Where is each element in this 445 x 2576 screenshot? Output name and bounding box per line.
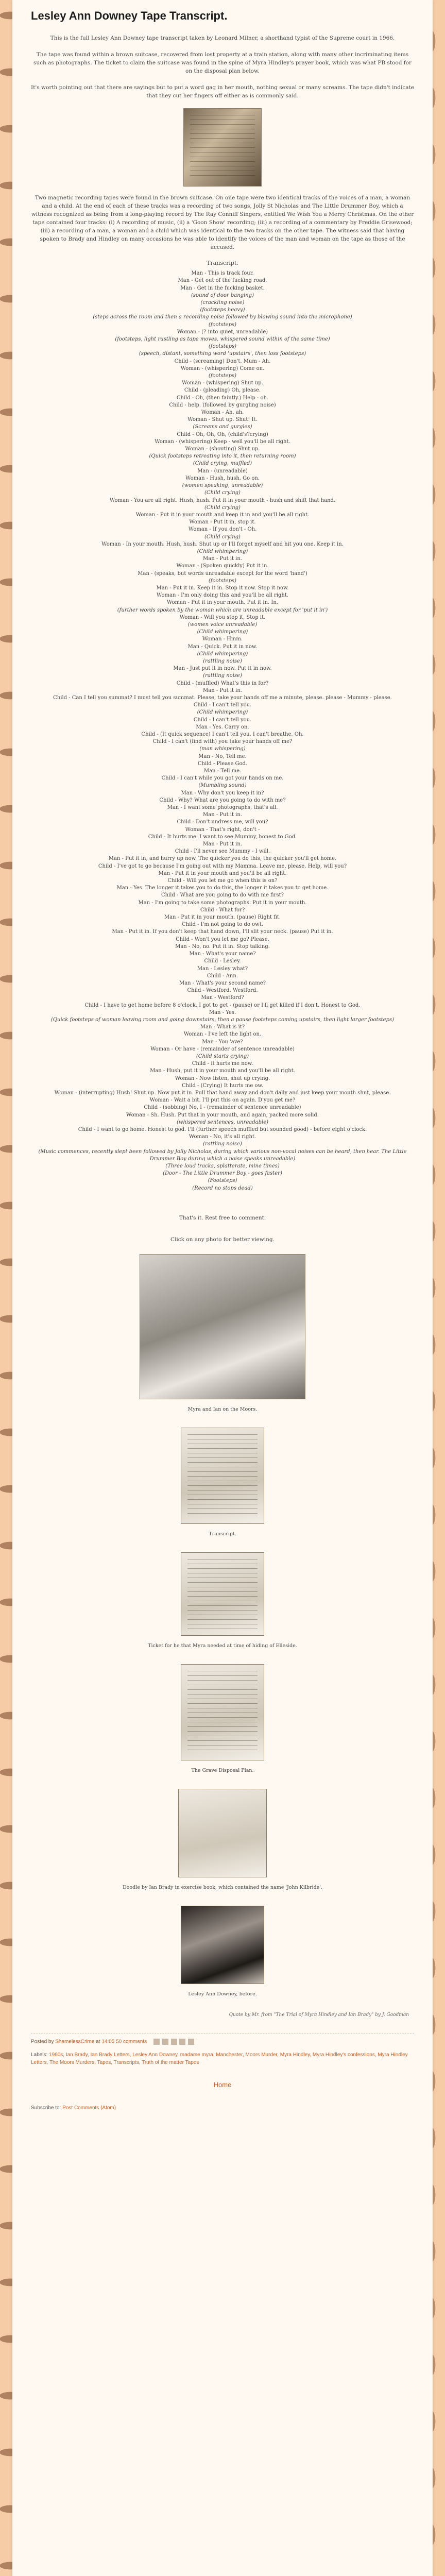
photo-ticket[interactable] bbox=[181, 1552, 264, 1636]
transcript-line: Man - I want some photographs, that's all. bbox=[167, 805, 278, 811]
transcript-line: Child - I can't (find with) you take your hands off me? bbox=[152, 739, 293, 745]
transcript-line: (footsteps) bbox=[208, 373, 237, 379]
transcript bbox=[31, 260, 414, 1192]
transcript-line: Woman - Put it in, stop it. bbox=[189, 519, 256, 526]
transcript-line: Man - Why don't you keep it in? bbox=[181, 790, 264, 796]
transcript-line: Woman - Ah, ah. bbox=[201, 410, 244, 416]
transcript-line: Woman - (interrupting) Hush! Shut up. Now put it in. Pull that hand away and don't dally and just keep your mouth shut, please. bbox=[54, 1090, 391, 1096]
transcript-line: Woman - In your mouth. Hush, hush. Shut up or I'll forget myself and hit you one. Keep it in. bbox=[101, 541, 344, 547]
click-photo-note: Click on any photo for better viewing. bbox=[170, 1236, 275, 1243]
transcript-line: Man - Put it in your mouth. (pause) Right fit. bbox=[164, 914, 281, 921]
transcript-line: Man - Get in the fucking basket. bbox=[180, 285, 265, 291]
transcript-line: (Music commences, recently slept been followed by Jolly Nicholas, during which various non-vocal noises can be heard, then hear. The Little Drummer Boy during which a noise speaks unreadable) bbox=[38, 1148, 407, 1162]
transcript-line: Woman - (shouting) Shut up. bbox=[185, 446, 260, 452]
blog-page bbox=[12, 0, 433, 2576]
subscribe-section bbox=[31, 2105, 414, 2111]
subscribe-label: Subscribe to: bbox=[31, 2105, 61, 2111]
transcript-line: (Door - The Little Drummer Boy - goes faster) bbox=[163, 1171, 282, 1177]
intro-paragraph-1: This is the full Lesley Ann Downey tape transcript taken by Leonard Milner, a shorthand typist of the Supreme court in 1966. bbox=[50, 35, 395, 41]
transcript-line: Woman - If you don't - Oh. bbox=[188, 527, 257, 533]
transcript-line: Man - Yes. Carry on. bbox=[196, 724, 249, 730]
transcript-line: Child - I'm not going to do owt. bbox=[182, 922, 263, 928]
home-link[interactable]: Home bbox=[213, 2080, 232, 2089]
photo-doodle[interactable] bbox=[178, 1789, 267, 1877]
transcript-line: Child - it hurts me now. bbox=[192, 1061, 253, 1067]
transcript-line: (steps across the room and then a recording noise followed by blowing sound into the microphone) bbox=[93, 314, 352, 320]
transcript-line: Child - (sobbing) No, I - (remainder of sentence unreadable) bbox=[144, 1105, 301, 1111]
transcript-line: Man - Quick. Put it in now. bbox=[187, 643, 258, 650]
transcript-line: Man - What is it? bbox=[200, 1024, 245, 1030]
transcript-line: Woman - Shut up. Shut! It. bbox=[187, 417, 258, 423]
pinterest-share-icon[interactable] bbox=[188, 2039, 194, 2045]
transcript-line: Child - Can I tell you summat? I must tell you summat. Please, take your hands off me a minute, please. please - Mummy - please. bbox=[53, 694, 392, 701]
transcript-line: Man - Hush, put it in your mouth and you'll be all right. bbox=[150, 1068, 295, 1074]
transcript-line: Woman - Or have - (remainder of sentence unreadable) bbox=[150, 1046, 295, 1052]
transcript-line: (Footsteps) bbox=[208, 1178, 237, 1184]
transcript-line: Man - What's your name? bbox=[189, 951, 256, 957]
transcript-line: Child - I can't while you got your hands on me. bbox=[161, 775, 284, 782]
transcript-line: (Child whimpering) bbox=[197, 709, 248, 716]
transcript-line: Child - help. (followed by gurgling noise) bbox=[169, 402, 276, 408]
transcript-line: Child - (Crying) It hurts me ow. bbox=[181, 1082, 264, 1089]
transcript-line: Man - Put it in. Keep it in. Stop it now. Stop it now. bbox=[156, 585, 289, 591]
transcript-line: Child - (muffled) What's this in for? bbox=[176, 680, 269, 686]
transcript-line: (Child crying, muffled) bbox=[193, 461, 252, 467]
transcript-line: Child - Lesley. bbox=[204, 958, 241, 964]
transcript-line: (Child whimpering) bbox=[197, 629, 248, 635]
transcript-line: (women voice unreadable) bbox=[187, 621, 258, 628]
transcript-line: (rattling noise) bbox=[203, 658, 242, 664]
transcript-line: Woman - Put it in your mouth and keep it in and you'll be all right. bbox=[135, 512, 310, 518]
transcript-line: Man - No, no. Put it in. Stop talking. bbox=[175, 943, 270, 950]
transcript-line: Woman - No, it's all right. bbox=[189, 1134, 256, 1140]
transcript-line: (footsteps) bbox=[208, 321, 237, 328]
transcript-line: Man - Yes. The longer it takes you to do this, the longer it takes you to get home. bbox=[116, 885, 329, 891]
home-nav bbox=[31, 2081, 414, 2089]
transcript-line: Man - Put it in. bbox=[203, 556, 242, 562]
transcript-line: Child - I want to go home. Honest to god. I'll (further speech muffled but sounded good) - before eight o'clock. bbox=[78, 1126, 367, 1132]
transcript-line: (Child crying) bbox=[204, 504, 241, 511]
transcript-line: Child - I can't tell you. bbox=[193, 702, 252, 708]
transcript-line: Woman - Will you stop it, Stop it. bbox=[179, 614, 266, 620]
transcript-line: Child - (It quick sequence) I can't tell you. I can't breathe. Oh. bbox=[141, 732, 304, 737]
caption-doodle: Doodle by Ian Brady in exercise book, which contained the name 'John Kilbride'. bbox=[123, 1884, 322, 1890]
transcript-line: Man - Tell me. bbox=[203, 768, 242, 774]
transcript-line: Man - (unreadable) bbox=[197, 468, 248, 474]
post-labels bbox=[31, 2051, 414, 2066]
transcript-line: Man - Lesley what? bbox=[197, 965, 248, 972]
intro-paragraph-3: It's worth pointing out that there are sayings but to put a word gag in her mouth, nothing sexual or many screams. The tape didn't indicate that they cut her fingers off either as is commonly said. bbox=[31, 84, 414, 99]
labels-prefix: Labels: bbox=[31, 2052, 48, 2058]
transcript-line: (footsteps) bbox=[208, 578, 237, 584]
transcript-line: (man whispering) bbox=[199, 746, 246, 752]
transcript-line: Man - I'm going to take some photographs. Put it in your mouth. bbox=[138, 900, 307, 906]
caption-disposal-plan: The Grave Disposal Plan. bbox=[191, 1767, 254, 1773]
transcript-line: Man - Put it in your mouth and you'll be all right. bbox=[158, 870, 287, 876]
transcript-line: Man - Westford? bbox=[201, 995, 244, 1001]
description-paragraph: Two magnetic recording tapes were found in the brown suitcase. On one tape were two identical tracks of the voices of a man, a woman and a child. At the end of each of these tracks was a recording of two songs, Jolly St Nicholas and The Little Drummer Boy, which a witness recognized as being from a long-playing record by The Ray Conniff Singers, entitled We Wish You a Merry Christmas. On the other tape contained four tracks: (i) A recording of music, (ii) a 'Goon Show' recording; (iii) a recording of a commentary by Freddie Grisewood; (iii) a recording of a man, a woman and a child which was identical to the two tracks on the other tape. The witness said that having spoken to Brady and Hindley on many occasions he was able to identify the voices of the man and woman on the tape as those of the accused. bbox=[31, 195, 414, 250]
transcript-line: Child - Will you let me go when this is on? bbox=[167, 878, 278, 884]
transcript-line: (rattling noise) bbox=[203, 673, 242, 679]
author-link[interactable]: ShamelessCrime bbox=[55, 2039, 95, 2045]
transcript-line: Child - What are you going to do with me first? bbox=[161, 892, 284, 899]
transcript-line: Woman - (whispering) Keep - well you'll be all right. bbox=[155, 438, 290, 445]
transcript-line: (speech, distant, something word 'upstairs', then loss footsteps) bbox=[139, 351, 306, 357]
caption-ticket: Ticket for he that Myra needed at time of hiding of Elleside. bbox=[148, 1642, 297, 1649]
evidence-photo-tape-box[interactable] bbox=[183, 108, 262, 187]
transcript-line: Woman - That's right, don't - bbox=[185, 826, 260, 833]
blog-post bbox=[12, 0, 433, 2111]
transcript-line: Child - Westford. Westford. bbox=[187, 988, 258, 994]
transcript-line: Woman - Now listen, shut up crying. bbox=[175, 1075, 270, 1081]
transcript-line: (Record no stops dead) bbox=[192, 1185, 253, 1191]
transcript-line: Man - This is track four. bbox=[191, 270, 254, 277]
transcript-line: Child - I'll never see Mummy - I will. bbox=[175, 849, 270, 855]
transcript-line: (Child crying) bbox=[204, 490, 241, 496]
transcript-line: Woman - You are all right. Hush, hush. Put it in your mouth - hush and shift that hand. bbox=[109, 497, 336, 503]
transcript-line: (women speaking, unreadable) bbox=[182, 483, 263, 489]
transcript-line: Man - Put it in. bbox=[203, 812, 242, 818]
transcript-line: Man - Yes. bbox=[209, 1009, 236, 1015]
transcript-line: Man - What's your second name? bbox=[179, 980, 266, 986]
transcript-line: (Child whimpering) bbox=[197, 548, 248, 554]
transcript-line: Woman - I'm only doing this and you'll be all right. bbox=[156, 592, 289, 599]
transcript-line: Child - (pleading) Oh, please. bbox=[184, 387, 261, 394]
caption-myra-and-ian: Myra and Ian on the Moors. bbox=[187, 1406, 258, 1412]
transcript-line: (rattling noise) bbox=[203, 1141, 242, 1147]
photo-myra-and-ian[interactable] bbox=[140, 1254, 305, 1399]
transcript-line: Woman - (Spoken quickly) Put it in. bbox=[176, 563, 269, 569]
transcript-line: Woman - Wait a bit. I'll put this on again. D'you get me? bbox=[149, 1097, 296, 1104]
transcript-line: Woman - Hmm. bbox=[202, 636, 243, 642]
transcript-line: (Quick footsteps retreating into it, then returning room) bbox=[149, 453, 296, 460]
caption-lesley-ann-downey: Lesley Ann Downey, before. bbox=[188, 1991, 257, 1997]
transcript-line: Man - (speaks, but words unreadable except for the word 'hand') bbox=[138, 570, 307, 577]
post-time-link[interactable]: 14:05 bbox=[101, 2039, 115, 2045]
transcript-line: Child - Won't you let me go? Please. bbox=[176, 936, 269, 942]
transcript-line: Child - Oh, Oh, Oh, (child's?crying) bbox=[177, 431, 268, 437]
transcript-line: Woman - (whispering) Come on. bbox=[180, 365, 265, 371]
transcript-line: Child - Why? What are you going to do with me? bbox=[159, 797, 286, 803]
transcript-line: Woman - Hush, hush. Go on. bbox=[185, 475, 260, 481]
transcript-line: Woman - I've left the light on. bbox=[183, 1031, 262, 1038]
photo-lesley-ann-downey[interactable] bbox=[181, 1906, 264, 1984]
at-label: at bbox=[96, 2039, 100, 2045]
transcript-line: Man - You 'ave? bbox=[202, 1039, 243, 1045]
twitter-share-icon[interactable] bbox=[171, 2039, 177, 2045]
transcript-line: (Screams and gurgles) bbox=[193, 424, 252, 430]
transcript-line: (Three loud tracks, splatterate, mine times) bbox=[165, 1163, 280, 1169]
transcript-line: (further words spoken by the woman which are unreadable except for 'put it in') bbox=[117, 607, 328, 613]
transcript-line: Child - Oh, (then faintly.) Help - oh. bbox=[176, 395, 269, 401]
transcript-line: Man - Just put it in now. Put it in now. bbox=[173, 666, 272, 672]
photo-disposal-plan[interactable] bbox=[181, 1664, 264, 1760]
photo-transcript[interactable] bbox=[181, 1428, 264, 1524]
transcript-line: (footsteps, light rustling as tape moves, whispered sound within of the same time) bbox=[115, 336, 330, 343]
email-share-icon[interactable] bbox=[153, 2039, 160, 2045]
transcript-line: Man - Get out of the fucking road. bbox=[178, 278, 267, 284]
transcript-line: Child - What for? bbox=[200, 907, 245, 913]
transcript-line: Woman - (whispering) Shut up. bbox=[182, 380, 263, 386]
transcript-line: (whispered sentences, unreadable) bbox=[176, 1119, 269, 1125]
transcript-line: (footsteps) bbox=[208, 344, 237, 350]
transcript-line: (Mumbling sound) bbox=[198, 783, 247, 789]
labels-list[interactable]: 1960s, Ian Brady, Ian Brady Letters, Lesley Ann Downey, madame myra, Manchester, Moors Murder, Myra Hindley, Myra Hindley's confessions, Myra Hindley Letters, The Moors Murders, Tapes, Transcripts, Truth of the matter Tapes bbox=[31, 2052, 408, 2065]
transcript-line: Man - Put it in. bbox=[203, 841, 242, 848]
transcript-line: (Child crying) bbox=[204, 534, 241, 540]
transcript-line: (Child whimpering) bbox=[197, 651, 248, 657]
transcript-lines bbox=[31, 270, 414, 1192]
transcript-line: Child - It hurts me. I want to see Mummy, honest to God. bbox=[148, 834, 297, 840]
transcript-line: Child - Don't undress me, will you? bbox=[177, 819, 268, 825]
intro-paragraph-2: The tape was found within a brown suitcase, recovered from lost property at a train station, along with many other incriminating items such as photographs. The ticket to claim the suitcase was found in the spine of Myra Hindley's prayer book, which was what PB stood for on the disposal plan below. bbox=[33, 52, 412, 74]
transcript-heading: Transcript. bbox=[207, 260, 238, 266]
transcript-line: Woman - (? into quiet, unreadable) bbox=[177, 329, 268, 335]
subscribe-link[interactable]: Post Comments (Atom) bbox=[62, 2105, 116, 2111]
transcript-line: Man - Put it in. bbox=[203, 687, 242, 693]
post-meta bbox=[31, 2033, 414, 2045]
transcript-line: (crackling noise) bbox=[200, 300, 245, 306]
transcript-line: Child - I have to get home before 8 o'clock. I got to get - (pause) or I'll get killed if I don't. Honest to God. bbox=[84, 1002, 361, 1008]
transcript-line: Man - No, Tell me. bbox=[198, 753, 247, 759]
blog-this-icon[interactable] bbox=[162, 2039, 168, 2045]
transcript-line: Child - I can't tell you. bbox=[193, 717, 252, 723]
transcript-line: Man - Put it in. If you don't keep that hand down, I'll slit your neck. (pause) Put it in. bbox=[112, 929, 333, 935]
comments-link[interactable]: 50 comments bbox=[116, 2039, 147, 2045]
transcript-line: (sound of door banging) bbox=[191, 292, 254, 298]
share-icons bbox=[153, 2039, 195, 2045]
transcript-line: Man - Put it in, and hurry up now. The quicker you do this, the quicker you'll get home. bbox=[108, 856, 337, 862]
transcript-line: Child - Please God. bbox=[197, 760, 248, 767]
facebook-share-icon[interactable] bbox=[179, 2039, 185, 2045]
transcript-line: (Child starts crying) bbox=[196, 1053, 249, 1059]
transcript-line: Child - I've got to go because I'm going out with my Mamma. Leave me, please. Help, will you? bbox=[98, 863, 347, 869]
transcript-line: Child - Ann. bbox=[207, 973, 238, 979]
post-title[interactable]: Lesley Ann Downey Tape Transcript. bbox=[31, 9, 228, 22]
transcript-line: Woman - Sh. Hush. Put that in your mouth, and again, packed more solid. bbox=[126, 1112, 319, 1118]
transcript-line: (footsteps heavy) bbox=[200, 307, 245, 313]
posted-by-label: Posted by bbox=[31, 2039, 54, 2045]
transcript-line: Child - (screaming) Don't. Mum - Ah. bbox=[174, 358, 271, 364]
transcript-line: Woman - Put it in your mouth. Put it in. In. bbox=[167, 600, 278, 606]
transcript-line: (Quick footsteps of woman leaving room and going downstairs, then a pause footsteps coming upstairs, then light larger footsteps) bbox=[50, 1016, 395, 1023]
caption-transcript: Transcript. bbox=[209, 1531, 236, 1537]
footer-quote: Quote by Mr. from "The Trial of Myra Hindley and Ian Brady" by J. Goodman bbox=[229, 2012, 409, 2018]
comment-note: That's it. Rest free to comment. bbox=[179, 1214, 266, 1221]
